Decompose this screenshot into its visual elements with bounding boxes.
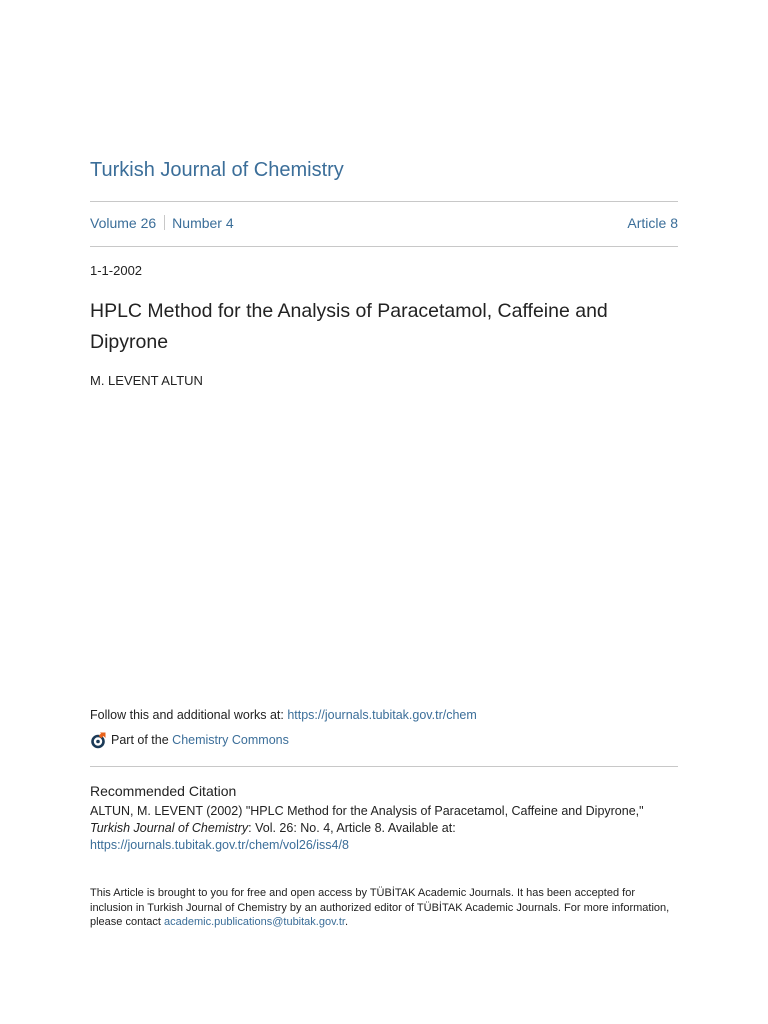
part-of-prefix: Part of the bbox=[111, 733, 169, 747]
issue-separator bbox=[164, 215, 165, 230]
publication-date: 1-1-2002 bbox=[90, 263, 143, 278]
article-number-link[interactable]: Article 8 bbox=[627, 215, 678, 231]
issue-info-row bbox=[90, 213, 678, 233]
contact-email-link[interactable]: academic.publications@tubitak.gov.tr bbox=[164, 916, 345, 928]
citation-text-after: : Vol. 26: No. 4, Article 8. Available at: bbox=[248, 821, 456, 835]
access-notice-text: This Article is brought to you for free and open access by TÜBİTAK Academic Journals. It has been accepted for inclusion in Turkish Journal of Chemistry by an authorized editor of TÜBİTAK Academic Journals. For more information, please contact bbox=[90, 887, 670, 928]
part-of-line bbox=[90, 729, 289, 751]
issue-divider bbox=[90, 246, 678, 247]
network-icon-svg bbox=[90, 731, 108, 749]
article-title: HPLC Method for the Analysis of Paracetamol, Caffeine and Dipyrone bbox=[90, 300, 608, 353]
cover-page bbox=[90, 0, 678, 1024]
journal-title-link[interactable]: Turkish Journal of Chemistry bbox=[90, 159, 344, 181]
citation-url-link[interactable]: https://journals.tubitak.gov.tr/chem/vol26/iss4/8 bbox=[90, 838, 349, 852]
citation-divider bbox=[90, 766, 678, 767]
access-notice-end: . bbox=[344, 916, 349, 928]
top-divider bbox=[90, 201, 678, 202]
volume-link[interactable]: Volume 26 bbox=[90, 215, 157, 231]
citation-text-before: ALTUN, M. LEVENT (2002) "HPLC Method for the Analysis of Paracetamol, Caffeine and Dipyrone," bbox=[90, 804, 644, 818]
access-notice bbox=[90, 886, 678, 930]
chemistry-commons-link[interactable]: Chemistry Commons bbox=[172, 733, 289, 747]
follow-line bbox=[90, 706, 477, 724]
citation-journal-name: Turkish Journal of Chemistry bbox=[90, 821, 249, 835]
recommended-citation-heading: Recommended Citation bbox=[90, 783, 237, 799]
author-name: M. LEVENT ALTUN bbox=[90, 373, 203, 388]
citation-text bbox=[90, 803, 678, 854]
network-icon bbox=[90, 731, 108, 749]
follow-prefix: Follow this and additional works at: bbox=[90, 708, 288, 722]
journal-url-link[interactable]: https://journals.tubitak.gov.tr/chem bbox=[287, 708, 477, 722]
number-link[interactable]: Number 4 bbox=[172, 215, 234, 231]
